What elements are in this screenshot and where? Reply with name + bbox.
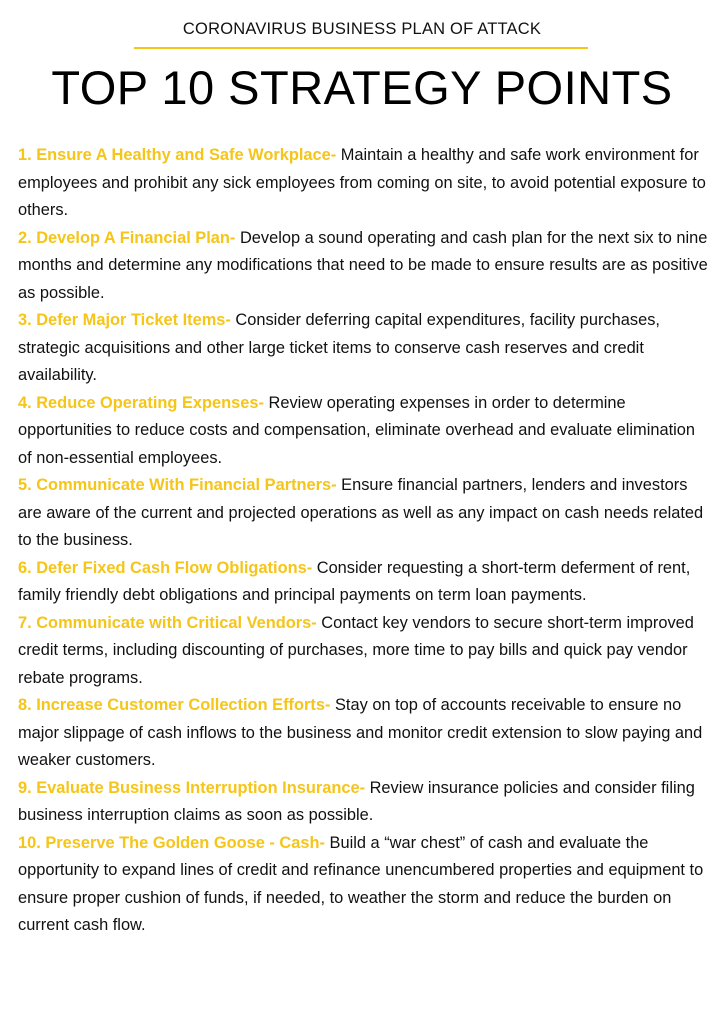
strategy-point	[18, 610, 710, 693]
strategy-point-body: Consider requesting a short-term deferment of rent, family friendly debt obligations and principal payments on term loan payments.	[18, 558, 691, 604]
strategy-point	[18, 390, 710, 473]
strategy-point-body: Ensure financial partners, lenders and investors are aware of the current and projected operations as well as any impact on cash needs related to the business.	[18, 476, 704, 549]
strategy-point	[18, 555, 710, 610]
strategy-point	[18, 472, 710, 555]
strategy-point-body: Maintain a healthy and safe work environment for employees and prohibit any sick employees from coming on site, to avoid potential exposure to others.	[18, 146, 706, 219]
strategy-point	[18, 142, 710, 225]
strategy-point-heading: 5. Communicate With Financial Partners-	[18, 476, 337, 494]
strategy-point-body: Consider deferring capital expenditures, facility purchases, strategic acquisitions and other large ticket items to conserve cash reserves and credit availability.	[18, 311, 660, 384]
strategy-point-body: Review insurance policies and consider filing business interruption claims as soon as possible.	[18, 778, 695, 824]
strategy-point-heading: 8. Increase Customer Collection Efforts-	[18, 696, 331, 714]
strategy-point-heading: 10. Preserve The Golden Goose - Cash-	[18, 833, 325, 852]
strategy-point-heading: 4. Reduce Operating Expenses-	[18, 393, 264, 412]
strategy-point-heading: 6. Defer Fixed Cash Flow Obligations-	[18, 558, 313, 577]
strategy-point-heading: 2. Develop A Financial Plan-	[18, 228, 236, 247]
strategy-point-body: Build a “war chest” of cash and evaluate the opportunity to expand lines of credit and refinance unencumbered properties and equipment to ensure proper cushion of funds, if needed, to weather the storm and reduce the burden on current cash flow.	[18, 833, 704, 934]
strategy-point	[18, 225, 710, 308]
strategy-point-body: Stay on top of accounts receivable to ensure no major slippage of cash inflows to the business and monitor credit extension to slow paying and weaker customers.	[18, 696, 703, 769]
strategy-point	[18, 307, 710, 390]
strategy-point-heading: 7. Communicate with Critical Vendors-	[18, 613, 317, 632]
strategy-point-heading: 9. Evaluate Business Interruption Insurance-	[18, 778, 366, 797]
strategy-point-heading: 1. Ensure A Healthy and Safe Workplace-	[18, 146, 337, 164]
document-title: TOP 10 STRATEGY POINTS	[51, 61, 673, 114]
strategy-point	[18, 692, 710, 775]
strategy-point-body: Develop a sound operating and cash plan for the next six to nine months and determine any modifications that need to be made to ensure results are as positive as possible.	[18, 228, 708, 302]
strategy-point-body: Contact key vendors to secure short-term improved credit terms, including discounting of purchases, more time to pay bills and quick pay vendor rebate programs.	[18, 613, 694, 687]
strategy-point	[18, 775, 710, 830]
document-subtitle: CORONAVIRUS BUSINESS PLAN OF ATTACK	[182, 20, 542, 38]
strategy-point-heading: 3. Defer Major Ticket Items-	[18, 311, 231, 329]
strategy-point-body: Review operating expenses in order to determine opportunities to reduce costs and compensation, eliminate overhead and evaluate elimination of non-essential employees.	[18, 393, 695, 467]
strategy-points-list	[18, 142, 710, 940]
header-divider	[134, 47, 588, 49]
strategy-point	[18, 830, 710, 940]
